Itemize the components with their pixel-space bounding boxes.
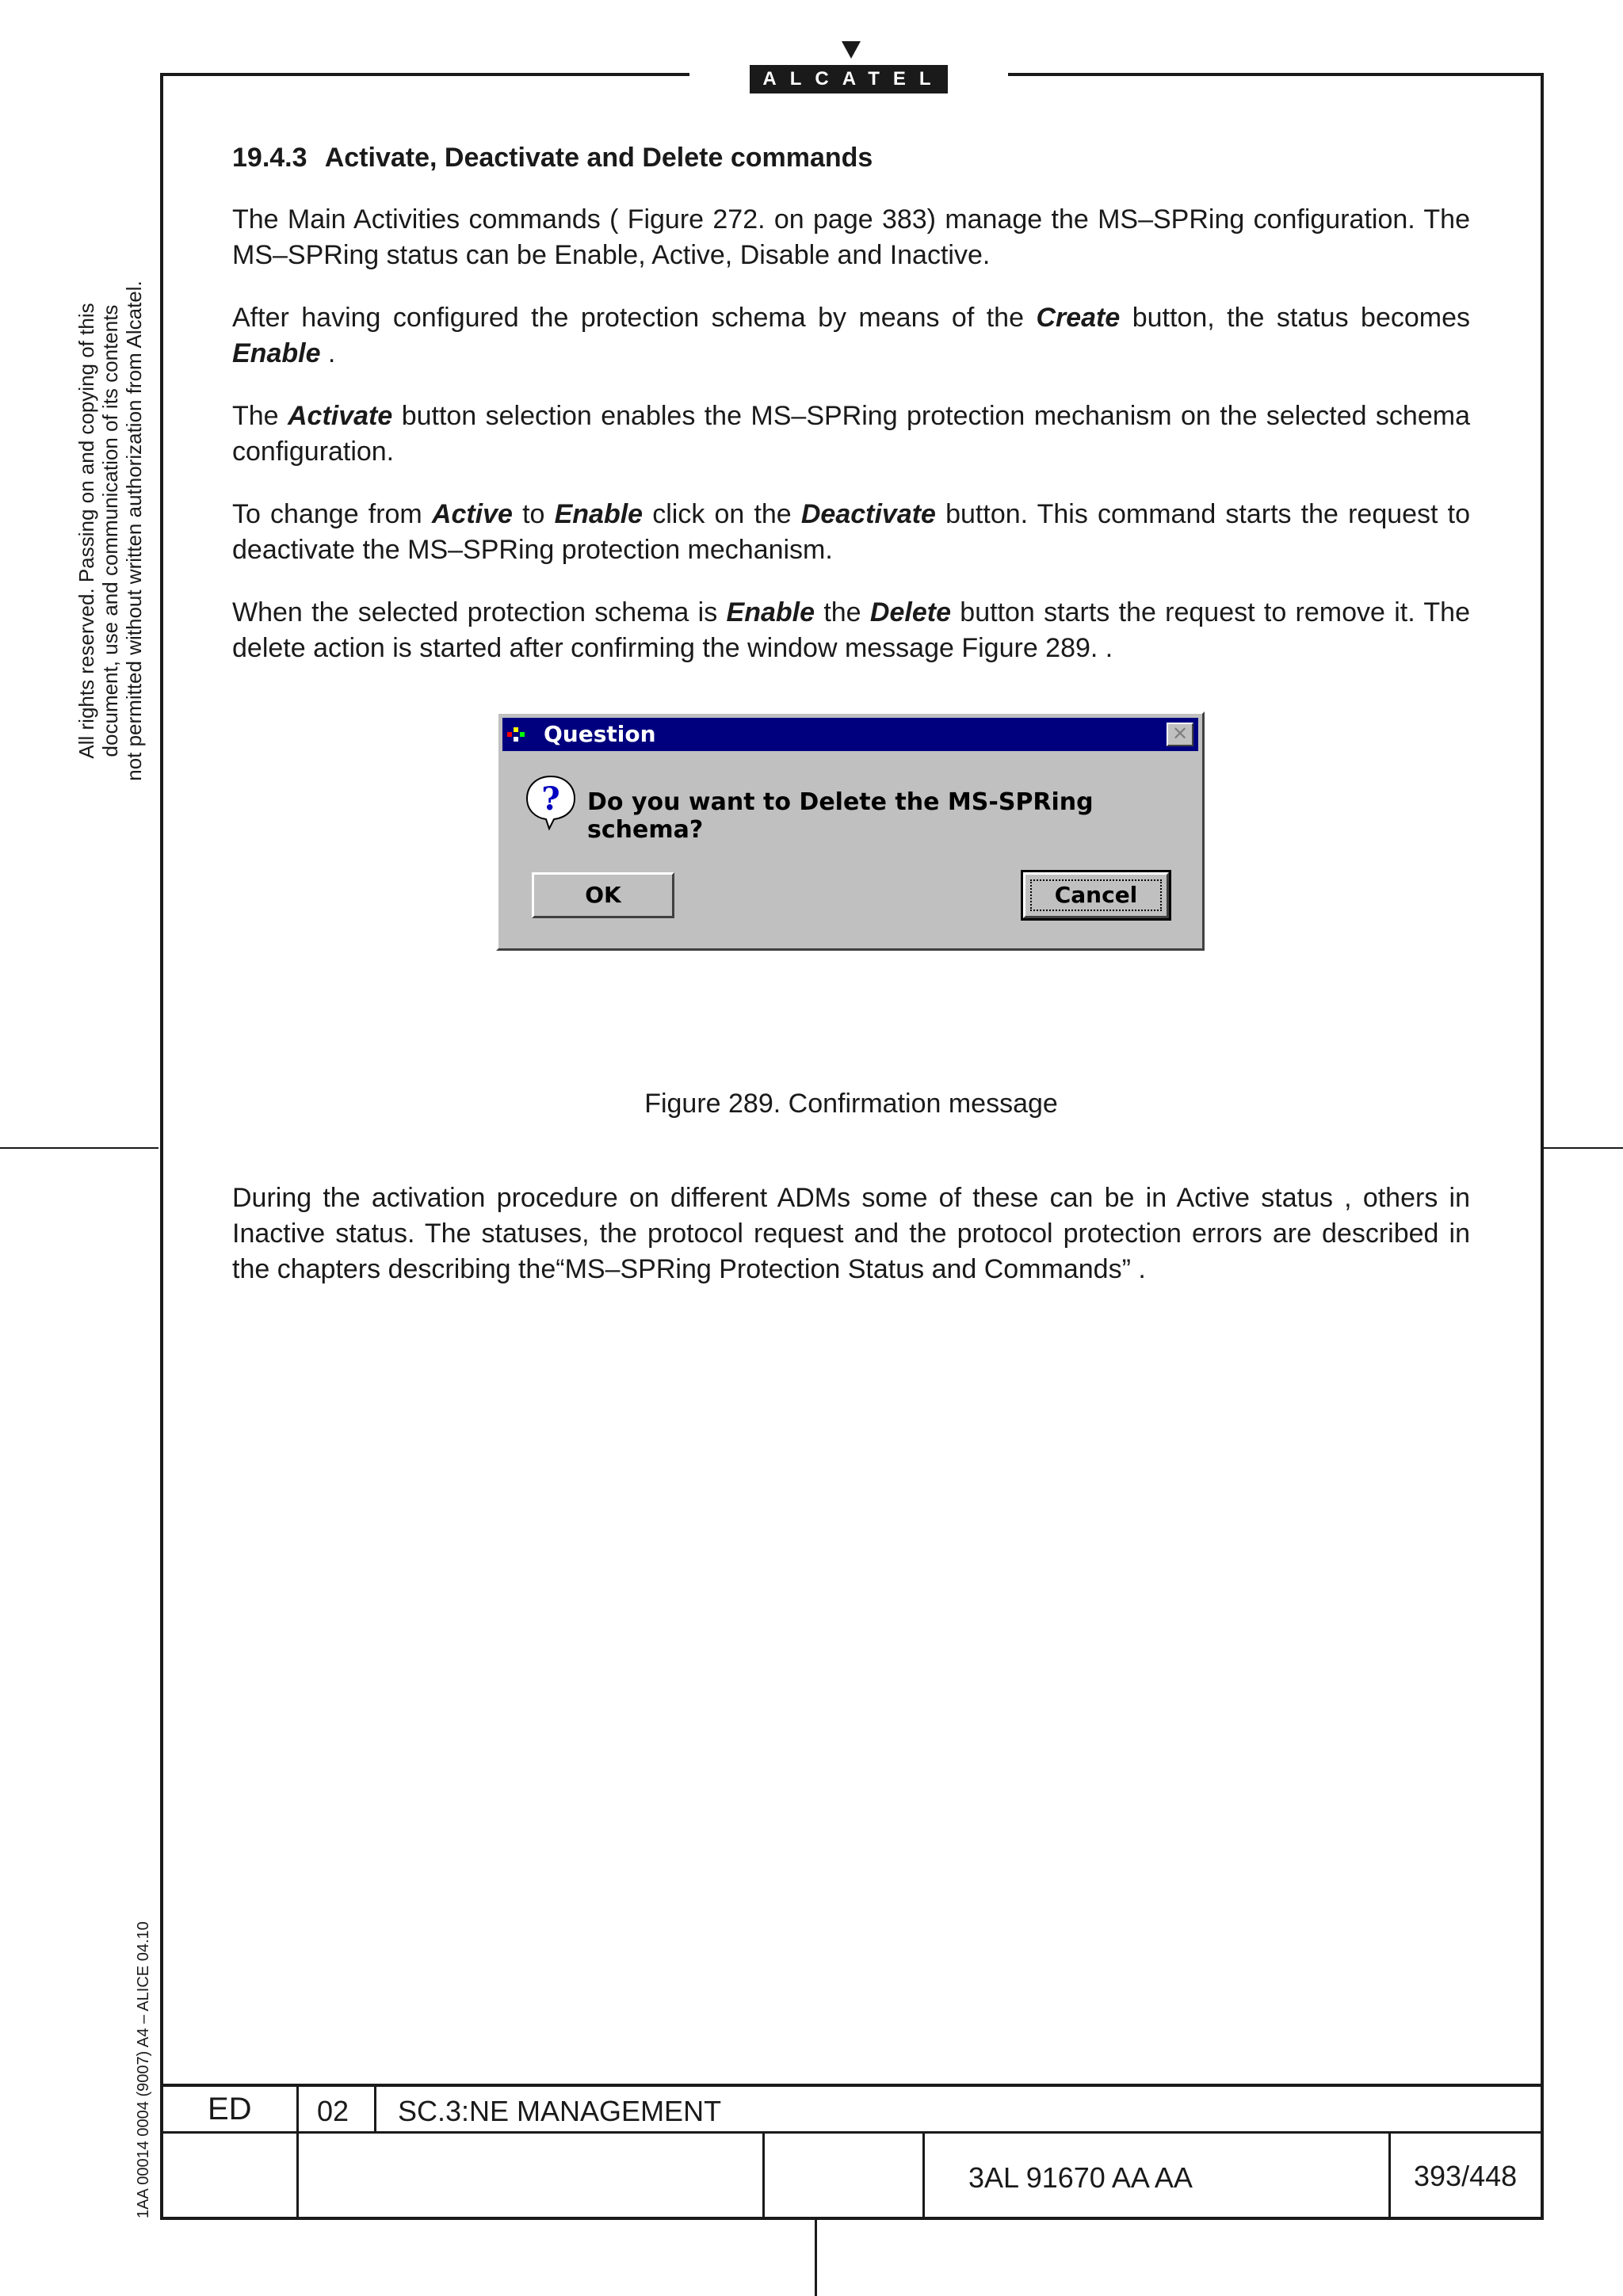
logo-triangle-icon [842,41,861,59]
footer-divider-5 [1388,2131,1391,2218]
copyright-line-2: document, use and communication of its contents [98,304,122,757]
dialog-titlebar [502,718,1198,751]
copyright-line-1: All rights reserved. Passing on and copying of this [74,303,98,759]
figure-caption: Figure 289. Confirmation message [644,1089,1058,1119]
paragraph-6: During the activation procedure on different ADMs some of these can be in Active status , others in Inactive status. The statuses, the protocol request and the protocol protection errors are described in the chapters describing the“MS–SPRing Protection Status and Commands” . [232,1183,1470,1284]
close-button[interactable]: ✕ [1167,723,1193,746]
footer-divider-2 [374,2084,376,2133]
paragraph-3: The Activate button selection enables the MS–SPRing protection mechanism on the selected schema configuration. [232,401,1470,467]
frame-top-left [160,73,689,76]
section-title: Activate, Deactivate and Delete commands [324,143,873,173]
footer-divider-4 [922,2131,925,2218]
footer-doc-code: 3AL 91670 AA AA [968,2161,1193,2194]
footer-line-top [160,2084,1544,2087]
copyright-notice [74,254,146,808]
document-template-code: 1AA 00014 0004 (9007) A4 – ALICE 04.10 [135,1921,152,2218]
cancel-button-label: Cancel [1054,882,1138,908]
app-icon [507,727,528,742]
dialog-title: Question [544,721,656,747]
section-heading [232,143,1470,174]
frame-right [1541,73,1544,2220]
ok-button[interactable]: OK [532,872,674,918]
copyright-line-3: not permitted without written authorization from Alcatel. [122,280,146,781]
fold-mark-right [1544,1147,1623,1149]
footer-page-number: 393/448 [1414,2160,1518,2192]
paragraph-2: After having configured the protection schema by means of the Create button, the status becomes Enable . [232,303,1470,368]
cancel-button[interactable] [1023,872,1169,918]
alcatel-logo: ALCATEL [750,65,948,93]
frame-left [160,73,163,2220]
footer-ed-label: ED [208,2092,252,2126]
footer-section: SC.3:NE MANAGEMENT [398,2095,722,2127]
frame-top-right [1008,73,1544,76]
svg-text:?: ? [541,780,560,818]
paragraph-1: The Main Activities commands ( Figure 272. on page 383) manage the MS–SPRing configuration. The MS–SPRing status can be Enable, Active, Disable and Inactive. [232,204,1470,270]
footer-divider-3 [762,2131,765,2218]
footer-line-mid [160,2131,1544,2134]
question-dialog [496,711,1205,951]
closing-section [232,1180,1470,1314]
paragraph-4: To change from Active to Enable click on the Deactivate button. This command starts the request to deactivate the MS–SPRing protection mechanism. [232,499,1470,565]
section-body [232,143,1470,693]
fold-mark-left [0,1147,158,1149]
paragraph-5: When the selected protection schema is Enable the Delete button starts the request to remove it. The delete action is started after confirming the window message Figure 289. . [232,597,1470,663]
footer-line-bottom [160,2217,1544,2220]
dialog-message: Do you want to Delete the MS-SPRing schema? [587,788,1094,844]
footer-divider-1 [296,2084,299,2218]
footer-stem [815,2218,817,2296]
footer-ed-value: 02 [317,2095,349,2127]
question-icon [522,773,579,830]
section-number: 19.4.3 [232,143,307,173]
focus-rectangle [1030,879,1162,911]
